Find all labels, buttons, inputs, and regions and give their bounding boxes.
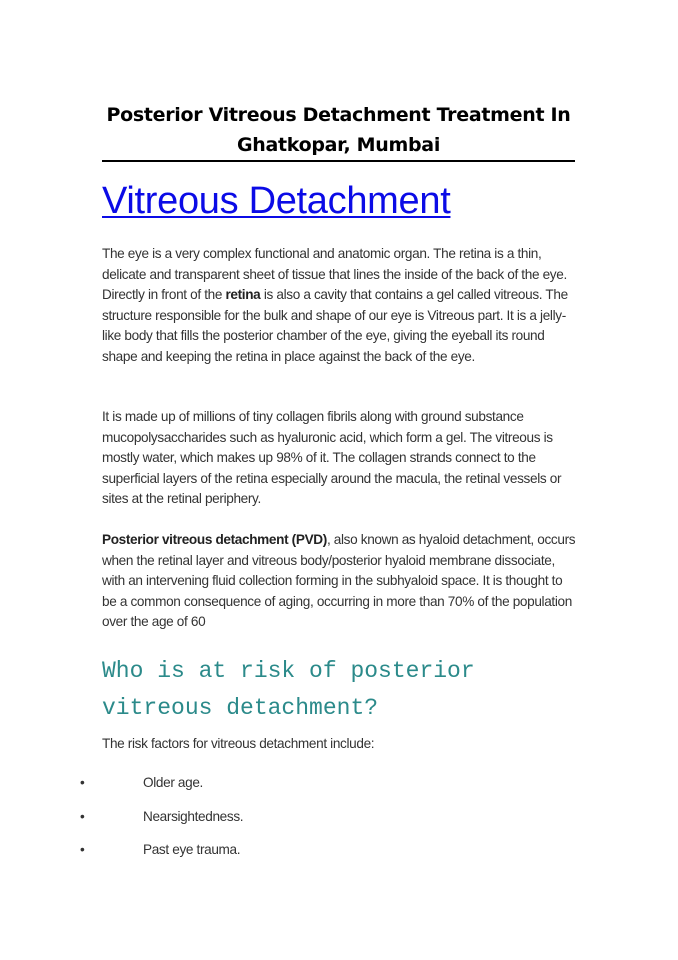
risk-intro: The risk factors for vitreous detachment include: xyxy=(102,736,375,751)
paragraph-pvd xyxy=(102,530,576,633)
p1-text-b: is also a cavity that contains a gel called vitreous. The structure responsible for the bulk and shape of our eye is Vitreous part. It is a jelly-like body that fills the posterior chamber of the eye, giving the eyeball its round shape and keeping the retina in place against the back of the eye. xyxy=(102,287,568,364)
pvd-term: Posterior vitreous detachment (PVD) xyxy=(102,532,327,547)
risk-heading: Who is at risk of posterior vitreous detachment? xyxy=(102,658,475,721)
list-item-text: Past eye trauma. xyxy=(143,842,241,857)
vitreous-detachment-link[interactable]: Vitreous Detachment xyxy=(102,180,451,222)
list-item-text: Older age. xyxy=(143,775,203,790)
bullet-icon: • xyxy=(80,775,85,790)
pvd-text: , also known as hyaloid detachment, occurs when the retinal layer and vitreous body/posterior hyaloid membrane dissociate, with an intervening fluid collection forming in the subhyaloid space. It is thought to be a common consequence of aging, occurring in more than 70% of the population over the age of 60 xyxy=(102,532,576,629)
bullet-icon: • xyxy=(80,842,85,857)
list-item-text: Nearsightedness. xyxy=(143,809,244,824)
paragraph-intro xyxy=(102,244,576,367)
p1-text-a: The eye is a very complex functional and anatomic organ. The retina is a thin, delicate and transparent sheet of tissue that lines the inside of the back of the eye. Directly in front of the xyxy=(102,246,567,302)
p1-bold-retina: retina xyxy=(225,287,261,302)
document-title: Posterior Vitreous Detachment Treatment In Ghatkopar, Mumbai xyxy=(102,100,575,162)
paragraph-composition: It is made up of millions of tiny collagen fibrils along with ground substance mucopolysaccharides such as hyaluronic acid, which form a gel. The vitreous is mostly water, which makes up 98% of it. The collagen strands connect to the superficial layers of the retina especially around the macula, the retinal vessels or sites at the retinal periphery. xyxy=(102,409,562,506)
bullet-icon: • xyxy=(80,809,85,824)
